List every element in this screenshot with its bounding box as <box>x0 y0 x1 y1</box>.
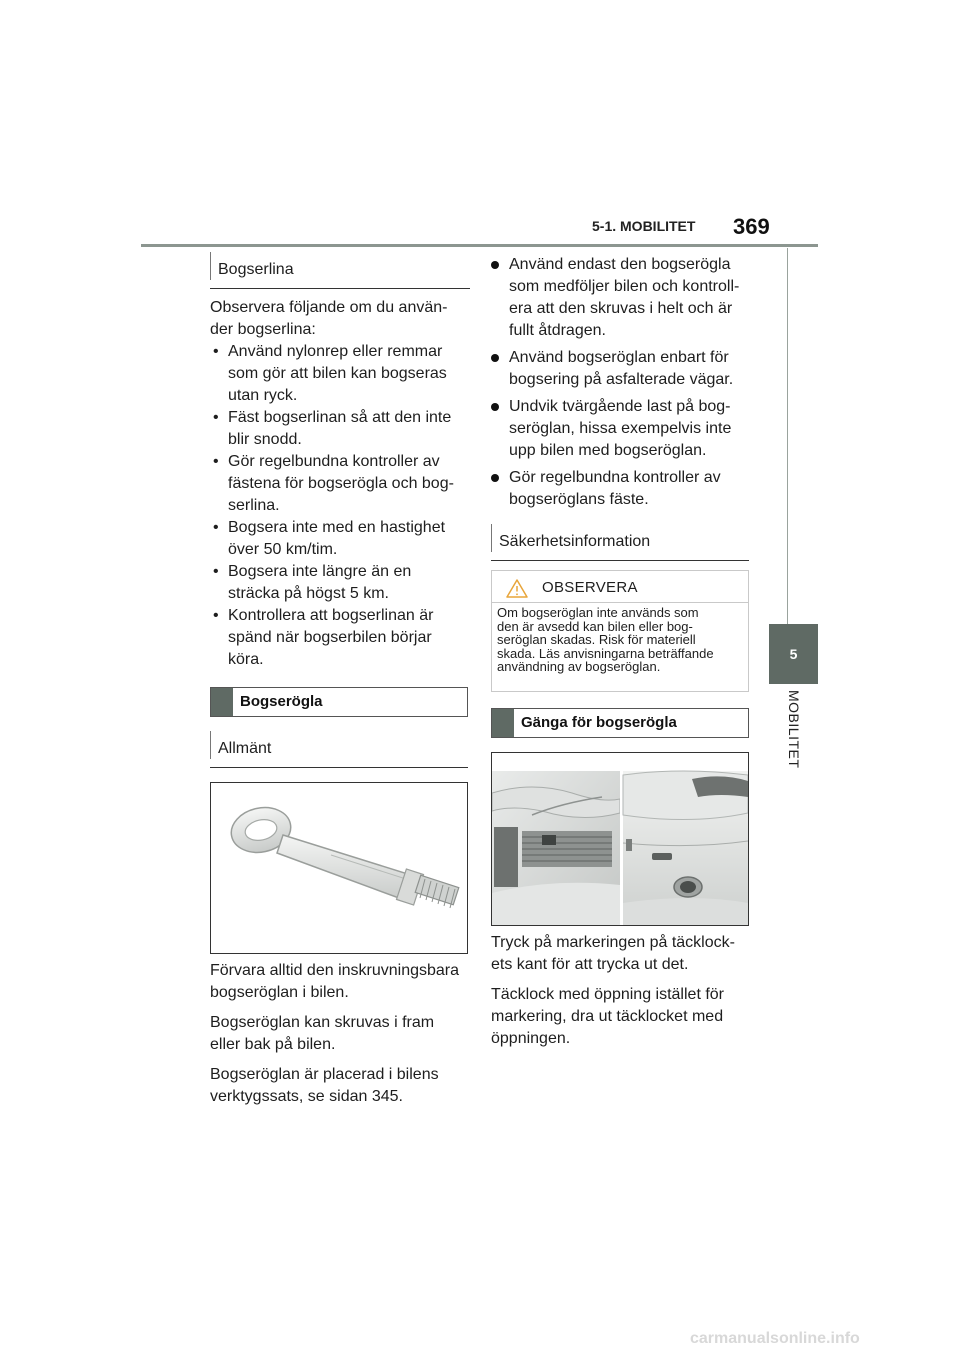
list-item: • Bogsera inte med en hastighet över 50 km/tim. <box>213 519 446 558</box>
warning-text: Om bogseröglan inte används som den är avsedd kan bilen eller bog- seröglan skadas. Risk för materiell skada. Läs anvisningarna beträffande användning av bogseröglan. <box>497 605 714 675</box>
subhead-towline <box>210 252 470 289</box>
intro-text <box>210 297 470 341</box>
list-item: • Fäst bogserlinan så att den inte blir snodd. <box>213 409 452 448</box>
paragraph: Tryck på markeringen på täcklock- ets kant för att trycka ut det. <box>491 934 735 973</box>
warning-divider <box>492 602 748 603</box>
list-item: • Använd nylonrep eller remmar som gör att bilen kan bogseras utan ryck. <box>213 343 447 404</box>
paragraph: Täcklock med öppning istället för markering, dra ut täcklocket med öppningen. <box>491 986 724 1047</box>
list-item: • Bogsera inte längre än en sträcka på högst 5 km. <box>213 563 412 602</box>
subhead-towline-text: Bogserlina <box>218 261 294 278</box>
dash-list <box>210 341 470 671</box>
paragraph: Förvara alltid den inskruvningsbara bogseröglan i bilen. <box>210 962 460 1001</box>
heading-tab <box>492 709 514 737</box>
subhead-general <box>210 731 468 768</box>
list-item: Använd endast den bogserögla som medföljer bilen och kontroll- era att den skruvas i helt och är fullt åtdragen. <box>491 254 751 342</box>
paragraphs-right <box>491 932 751 1058</box>
intro-line: Observera följande om du använ- <box>210 299 448 316</box>
chapter-number-tab[interactable]: 5 <box>769 624 818 684</box>
subhead-safety <box>491 524 749 561</box>
header-divider <box>141 244 818 247</box>
list-item: Gör regelbundna kontroller av bogseröglans fäste. <box>491 467 751 511</box>
watermark: carmanualsonline.info <box>690 1330 860 1347</box>
warning-box <box>491 570 749 692</box>
warning-title: OBSERVERA <box>542 579 638 596</box>
heading-thread-text: Gänga för bogserögla <box>521 714 677 731</box>
chapter-label: MOBILITET <box>786 690 802 769</box>
subhead-marker <box>491 524 492 552</box>
towing-eye-drawing <box>211 783 467 953</box>
heading-towing-eye-text: Bogserögla <box>240 693 323 710</box>
subhead-marker <box>210 252 211 280</box>
bullet-list <box>491 254 751 516</box>
page-number: 369 <box>733 214 770 239</box>
heading-tab <box>211 688 233 716</box>
bumper-cover-drawing <box>492 753 748 925</box>
subhead-general-text: Allmänt <box>218 740 272 757</box>
warning-triangle-icon <box>505 578 529 599</box>
side-tab-line <box>787 248 788 624</box>
list-item: Undvik tvärgående last på bog- seröglan, hissa exempelvis inte upp bilen med bogseröglan. <box>491 396 751 462</box>
intro-line: der bogserlina: <box>210 321 316 338</box>
heading-thread <box>491 708 749 738</box>
bumper-cover-illustration <box>491 752 749 926</box>
section-title: 5-1. MOBILITET <box>592 218 696 234</box>
subhead-marker <box>210 731 211 759</box>
list-item: • Kontrollera att bogserlinan är spänd när bogserbilen börjar köra. <box>213 607 434 668</box>
towing-eye-illustration <box>210 782 468 954</box>
heading-towing-eye <box>210 687 468 717</box>
list-item: Använd bogseröglan enbart för bogsering på asfalterade vägar. <box>491 347 751 391</box>
paragraphs-left <box>210 960 470 1116</box>
paragraph: Bogseröglan kan skruvas i fram eller bak på bilen. <box>210 1014 435 1053</box>
list-item: • Gör regelbundna kontroller av fästena för bogserögla och bog- serlina. <box>213 453 454 514</box>
paragraph: Bogseröglan är placerad i bilens verktygssats, se sidan 345. <box>210 1066 439 1105</box>
subhead-safety-text: Säkerhetsinformation <box>499 533 651 550</box>
